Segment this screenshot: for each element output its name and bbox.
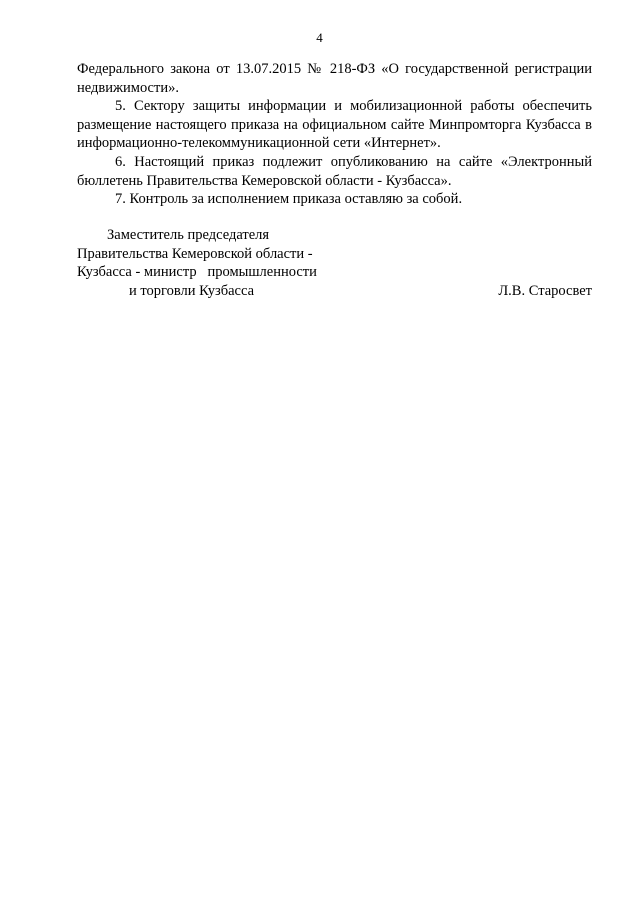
paragraph-continuation: Федерального закона от 13.07.2015 № 218-ФЗ «О государственной регистрации недвижимости». bbox=[77, 61, 592, 96]
signature-block bbox=[77, 226, 592, 300]
paragraph-item-6: 6. Настоящий приказ подлежит опубликованию на сайте «Электронный бюллетень Правительства Кемеровской области - Кузбасса». bbox=[77, 153, 592, 189]
page-number: 4 bbox=[316, 30, 323, 45]
signatory-position-line: Правительства Кемеровской области - bbox=[77, 245, 313, 262]
paragraph-item-5: 5. Сектору защиты информации и мобилизационной работы обеспечить размещение настоящего приказа на официальном сайте Минпромторга Кузбасса в информационно-телекоммуникационной сети «Интернет». bbox=[77, 98, 592, 152]
document-body bbox=[77, 60, 592, 209]
signatory-name: Л.В. Старосвет bbox=[498, 282, 592, 299]
signatory-position-line: Кузбасса - министр промышленности bbox=[77, 264, 317, 281]
signatory-position-line: и торговли Кузбасса bbox=[129, 282, 254, 299]
paragraph-item-7: 7. Контроль за исполнением приказа оставляю за собой. bbox=[115, 191, 463, 208]
signatory-position-line: Заместитель председателя bbox=[107, 227, 270, 243]
